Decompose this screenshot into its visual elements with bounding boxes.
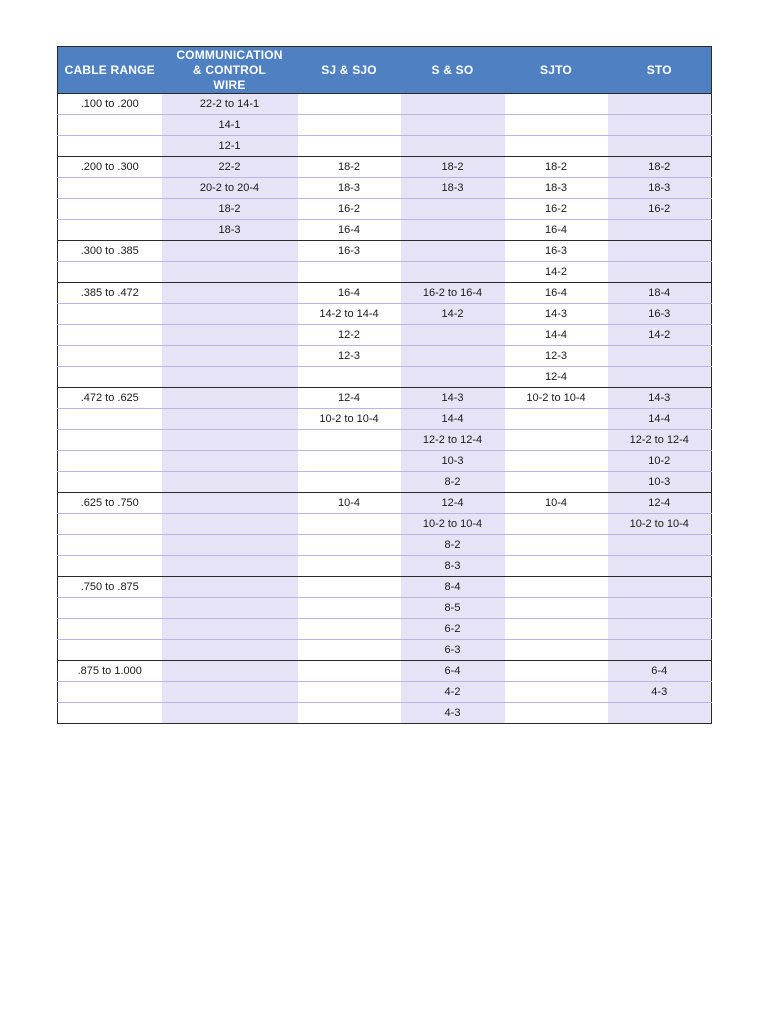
cell-sj-sjo [298, 682, 401, 703]
cell-sto [608, 556, 712, 577]
cell-cable-range [58, 703, 162, 724]
cell-sj-sjo: 16-4 [298, 220, 401, 241]
table-row [58, 346, 712, 367]
cell-sto: 18-2 [608, 157, 712, 178]
cell-communication-control-wire: 18-3 [162, 220, 298, 241]
cell-cable-range [58, 136, 162, 157]
cell-sto: 18-4 [608, 283, 712, 304]
table-row [58, 367, 712, 388]
cell-sj-sjo: 10-2 to 10-4 [298, 409, 401, 430]
table-row [58, 619, 712, 640]
cell-cable-range [58, 409, 162, 430]
cell-sto [608, 115, 712, 136]
table-row [58, 682, 712, 703]
cell-cable-range: .100 to .200 [58, 94, 162, 115]
cell-communication-control-wire [162, 388, 298, 409]
cell-sjto [505, 640, 608, 661]
header-cable-range: CABLE RANGE [58, 47, 162, 94]
cell-sj-sjo [298, 598, 401, 619]
cell-cable-range [58, 535, 162, 556]
cell-s-so: 12-2 to 12-4 [401, 430, 505, 451]
cell-cable-range: .300 to .385 [58, 241, 162, 262]
cell-s-so: 12-4 [401, 493, 505, 514]
table-row [58, 157, 712, 178]
cell-sjto: 10-2 to 10-4 [505, 388, 608, 409]
cell-sj-sjo: 10-4 [298, 493, 401, 514]
cell-cable-range [58, 640, 162, 661]
cell-sto [608, 535, 712, 556]
cell-s-so: 6-4 [401, 661, 505, 682]
cell-sj-sjo [298, 577, 401, 598]
cell-sto: 12-2 to 12-4 [608, 430, 712, 451]
cell-sj-sjo: 12-2 [298, 325, 401, 346]
table-row [58, 115, 712, 136]
cell-sjto [505, 535, 608, 556]
cell-sjto [505, 136, 608, 157]
cell-sjto: 12-4 [505, 367, 608, 388]
cell-sj-sjo: 16-3 [298, 241, 401, 262]
table-row [58, 598, 712, 619]
cell-communication-control-wire [162, 451, 298, 472]
cell-sto [608, 367, 712, 388]
cell-sjto: 16-2 [505, 199, 608, 220]
cell-communication-control-wire [162, 409, 298, 430]
cell-sto [608, 346, 712, 367]
cell-sto [608, 241, 712, 262]
cell-cable-range [58, 472, 162, 493]
cell-sto: 6-4 [608, 661, 712, 682]
cell-cable-range [58, 556, 162, 577]
cell-sjto: 18-3 [505, 178, 608, 199]
cell-sjto [505, 514, 608, 535]
cell-s-so: 10-2 to 10-4 [401, 514, 505, 535]
table-row [58, 493, 712, 514]
cell-cable-range: .750 to .875 [58, 577, 162, 598]
cell-sjto [505, 409, 608, 430]
cell-communication-control-wire [162, 598, 298, 619]
cable-range-table [57, 46, 712, 724]
cell-s-so: 14-4 [401, 409, 505, 430]
cell-sj-sjo: 16-2 [298, 199, 401, 220]
cell-sj-sjo [298, 262, 401, 283]
cell-sjto [505, 577, 608, 598]
cell-sto: 14-2 [608, 325, 712, 346]
cell-sto [608, 619, 712, 640]
cell-cable-range: .625 to .750 [58, 493, 162, 514]
cell-sj-sjo: 12-3 [298, 346, 401, 367]
cell-sjto: 14-4 [505, 325, 608, 346]
cell-sjto: 18-2 [505, 157, 608, 178]
cell-s-so [401, 199, 505, 220]
cell-cable-range [58, 178, 162, 199]
cell-sto: 10-2 to 10-4 [608, 514, 712, 535]
cell-communication-control-wire [162, 703, 298, 724]
cell-sj-sjo [298, 94, 401, 115]
cell-sj-sjo [298, 556, 401, 577]
cell-s-so [401, 346, 505, 367]
cell-communication-control-wire: 18-2 [162, 199, 298, 220]
table-row [58, 241, 712, 262]
cell-sto [608, 598, 712, 619]
cell-communication-control-wire [162, 514, 298, 535]
cell-s-so [401, 241, 505, 262]
table-row [58, 199, 712, 220]
table-row [58, 283, 712, 304]
cell-sto [608, 136, 712, 157]
cell-sto: 14-4 [608, 409, 712, 430]
cell-sto: 10-2 [608, 451, 712, 472]
cell-sjto: 12-3 [505, 346, 608, 367]
cell-s-so: 8-4 [401, 577, 505, 598]
cell-communication-control-wire [162, 241, 298, 262]
table-row [58, 556, 712, 577]
cell-sjto: 14-2 [505, 262, 608, 283]
cell-cable-range [58, 304, 162, 325]
cell-cable-range [58, 199, 162, 220]
cell-s-so: 8-2 [401, 472, 505, 493]
cell-s-so: 6-2 [401, 619, 505, 640]
table-row [58, 262, 712, 283]
cell-cable-range [58, 430, 162, 451]
cell-sto [608, 577, 712, 598]
header-sj-sjo: SJ & SJO [298, 47, 401, 94]
cell-sjto [505, 598, 608, 619]
cell-s-so: 14-2 [401, 304, 505, 325]
cell-sto [608, 220, 712, 241]
cell-s-so: 16-2 to 16-4 [401, 283, 505, 304]
cell-sto: 10-3 [608, 472, 712, 493]
cell-communication-control-wire [162, 304, 298, 325]
cell-sj-sjo [298, 115, 401, 136]
cell-s-so [401, 220, 505, 241]
table-row [58, 577, 712, 598]
cell-sjto [505, 94, 608, 115]
cell-communication-control-wire [162, 283, 298, 304]
cell-s-so [401, 367, 505, 388]
header-sjto: SJTO [505, 47, 608, 94]
cell-sjto [505, 451, 608, 472]
cell-sj-sjo [298, 136, 401, 157]
cell-sj-sjo: 12-4 [298, 388, 401, 409]
cell-sto [608, 94, 712, 115]
cell-communication-control-wire [162, 472, 298, 493]
cell-s-so: 8-5 [401, 598, 505, 619]
table-row [58, 535, 712, 556]
cell-communication-control-wire: 22-2 [162, 157, 298, 178]
cell-s-so: 14-3 [401, 388, 505, 409]
cell-sjto [505, 115, 608, 136]
cell-s-so: 8-3 [401, 556, 505, 577]
cell-s-so: 18-3 [401, 178, 505, 199]
cell-communication-control-wire [162, 661, 298, 682]
table-row [58, 514, 712, 535]
header-sto: STO [608, 47, 712, 94]
cell-cable-range [58, 220, 162, 241]
table-row [58, 703, 712, 724]
cell-cable-range [58, 598, 162, 619]
cell-cable-range: .385 to .472 [58, 283, 162, 304]
cell-sto: 16-2 [608, 199, 712, 220]
table-row [58, 640, 712, 661]
cell-cable-range [58, 451, 162, 472]
cell-sjto [505, 556, 608, 577]
cable-range-table-container [57, 46, 711, 724]
cell-sto [608, 703, 712, 724]
table-row [58, 472, 712, 493]
cell-communication-control-wire [162, 346, 298, 367]
cell-s-so [401, 94, 505, 115]
cell-sjto [505, 472, 608, 493]
cell-communication-control-wire [162, 619, 298, 640]
cell-communication-control-wire: 12-1 [162, 136, 298, 157]
cell-s-so [401, 115, 505, 136]
cell-s-so [401, 262, 505, 283]
header-s-so: S & SO [401, 47, 505, 94]
cell-cable-range [58, 367, 162, 388]
cell-cable-range [58, 682, 162, 703]
cell-s-so: 8-2 [401, 535, 505, 556]
cell-sj-sjo: 18-2 [298, 157, 401, 178]
table-row [58, 409, 712, 430]
cell-communication-control-wire [162, 367, 298, 388]
cell-communication-control-wire: 22-2 to 14-1 [162, 94, 298, 115]
cell-sjto: 16-4 [505, 283, 608, 304]
cell-sjto [505, 661, 608, 682]
table-row [58, 430, 712, 451]
cell-sjto: 14-3 [505, 304, 608, 325]
table-row [58, 325, 712, 346]
cell-cable-range [58, 346, 162, 367]
cell-sj-sjo [298, 430, 401, 451]
cell-communication-control-wire [162, 535, 298, 556]
table-row [58, 178, 712, 199]
cell-sto: 16-3 [608, 304, 712, 325]
cell-sto: 18-3 [608, 178, 712, 199]
cell-cable-range [58, 514, 162, 535]
cell-sj-sjo: 14-2 to 14-4 [298, 304, 401, 325]
table-header-row [58, 47, 712, 94]
cell-cable-range [58, 262, 162, 283]
cell-sj-sjo [298, 535, 401, 556]
cell-communication-control-wire [162, 262, 298, 283]
table-row [58, 220, 712, 241]
cell-communication-control-wire [162, 430, 298, 451]
cell-s-so: 4-3 [401, 703, 505, 724]
cell-cable-range [58, 325, 162, 346]
cell-communication-control-wire: 20-2 to 20-4 [162, 178, 298, 199]
table-body [58, 94, 712, 724]
cell-sj-sjo [298, 514, 401, 535]
cell-cable-range [58, 115, 162, 136]
header-communication-control-wire: COMMUNICATION & CONTROL WIRE [162, 47, 298, 94]
cell-sto: 14-3 [608, 388, 712, 409]
cell-communication-control-wire [162, 493, 298, 514]
table-row [58, 94, 712, 115]
cell-sj-sjo [298, 472, 401, 493]
cell-sjto [505, 682, 608, 703]
cell-communication-control-wire [162, 577, 298, 598]
table-row [58, 661, 712, 682]
cell-s-so: 10-3 [401, 451, 505, 472]
cell-sto: 4-3 [608, 682, 712, 703]
cell-sj-sjo: 16-4 [298, 283, 401, 304]
cell-sto [608, 262, 712, 283]
cell-cable-range [58, 619, 162, 640]
cell-sj-sjo [298, 640, 401, 661]
cell-sjto [505, 619, 608, 640]
cell-sto: 12-4 [608, 493, 712, 514]
cell-sto [608, 640, 712, 661]
cell-s-so: 4-2 [401, 682, 505, 703]
cell-sjto: 10-4 [505, 493, 608, 514]
cell-sj-sjo [298, 367, 401, 388]
cell-sj-sjo [298, 619, 401, 640]
cell-s-so: 6-3 [401, 640, 505, 661]
cell-sj-sjo [298, 703, 401, 724]
cell-communication-control-wire [162, 556, 298, 577]
cell-cable-range: .200 to .300 [58, 157, 162, 178]
table-row [58, 304, 712, 325]
cell-sj-sjo [298, 661, 401, 682]
cell-s-so: 18-2 [401, 157, 505, 178]
cell-s-so [401, 325, 505, 346]
cell-cable-range: .472 to .625 [58, 388, 162, 409]
table-row [58, 451, 712, 472]
cell-sjto: 16-3 [505, 241, 608, 262]
cell-sjto [505, 703, 608, 724]
cell-communication-control-wire [162, 640, 298, 661]
cell-communication-control-wire [162, 682, 298, 703]
cell-communication-control-wire [162, 325, 298, 346]
cell-cable-range: .875 to 1.000 [58, 661, 162, 682]
table-row [58, 388, 712, 409]
cell-sjto: 16-4 [505, 220, 608, 241]
cell-sj-sjo: 18-3 [298, 178, 401, 199]
cell-communication-control-wire: 14-1 [162, 115, 298, 136]
cell-sjto [505, 430, 608, 451]
cell-s-so [401, 136, 505, 157]
table-row [58, 136, 712, 157]
cell-sj-sjo [298, 451, 401, 472]
